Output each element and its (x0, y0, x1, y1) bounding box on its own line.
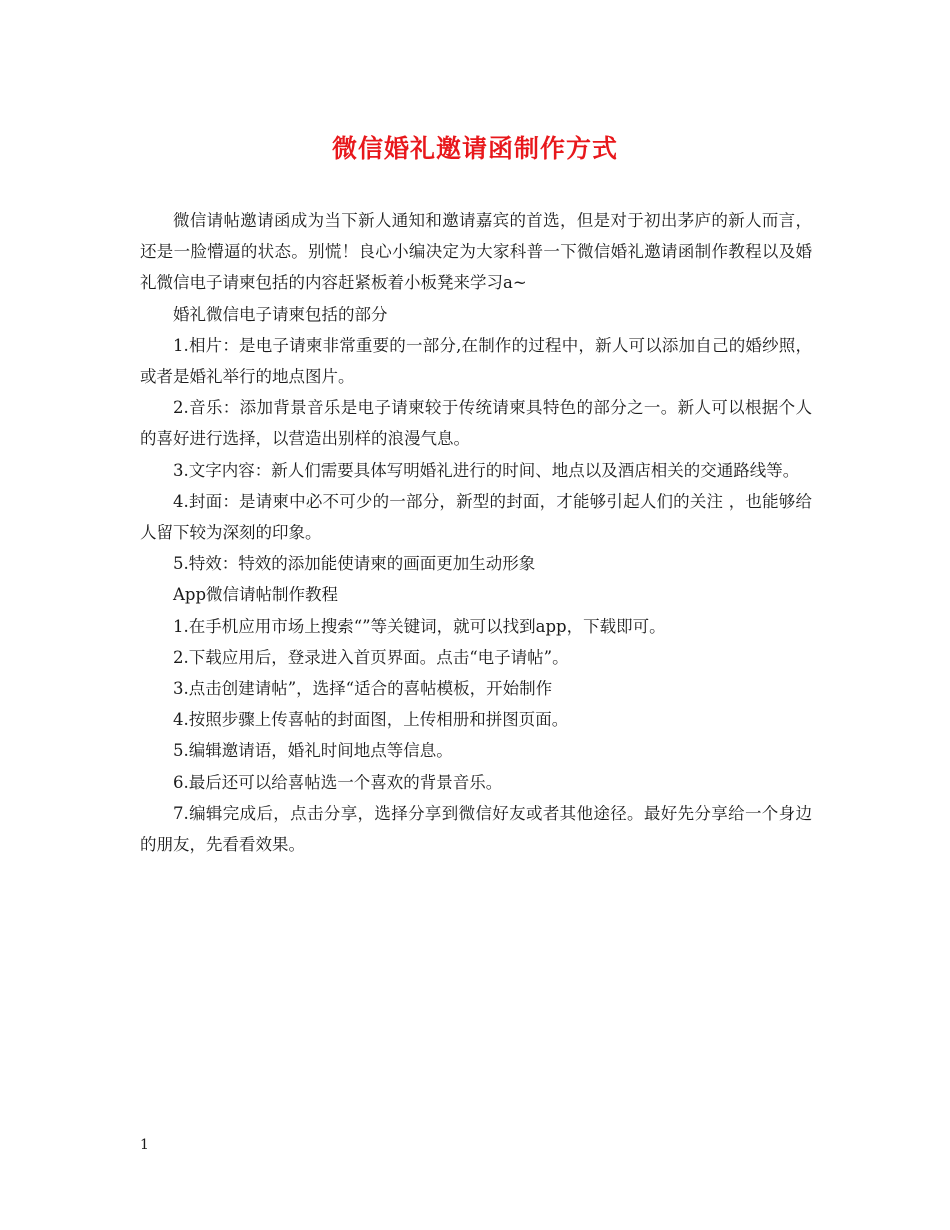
list-item-photos: 1.相片：是电子请柬非常重要的一部分,在制作的过程中，新人可以添加自己的婚纱照，或者是婚礼举行的地点图片。 (140, 335, 812, 387)
list-item-effects: 5.特效：特效的添加能使请柬的画面更加生动形象 (173, 554, 536, 574)
step-search-app: 1.在手机应用市场上搜索“”等关键词，就可以找到app，下载即可。 (173, 616, 666, 636)
section-heading-app-tutorial: App微信请帖制作教程 (173, 585, 339, 605)
document-title: 微信婚礼邀请函制作方式 (331, 134, 618, 163)
step-share: 7.编辑完成后，点击分享，选择分享到微信好友或者其他途径。最好先分享给一个身边的朋友，先看看效果。 (140, 803, 812, 855)
section-heading-invitation-parts: 婚礼微信电子请柬包括的部分 (173, 304, 388, 324)
list-item-text-content: 3.文字内容：新人们需要具体写明婚礼进行的时间、地点以及酒店相关的交通路线等。 (173, 460, 800, 480)
step-background-music: 6.最后还可以给喜帖选一个喜欢的背景音乐。 (173, 772, 503, 792)
page-number: 1 (140, 1137, 149, 1153)
step-create-invitation: 3.点击创建请帖”，选择“适合的喜帖模板，开始制作 (173, 679, 553, 699)
intro-paragraph: 微信请帖邀请函成为当下新人通知和邀请嘉宾的首选，但是对于初出茅庐的新人而言，还是一脸懵逼的状态。别慌！良心小编决定为大家科普一下微信婚礼邀请函制作教程以及婚礼微信电子请柬包括的内容赶紧板着小板凳来学习a~ (140, 211, 812, 293)
step-upload-cover: 4.按照步骤上传喜帖的封面图，上传相册和拼图页面。 (173, 710, 569, 730)
step-edit-wording: 5.编辑邀请语，婚礼时间地点等信息。 (173, 741, 453, 761)
list-item-cover: 4.封面：是请柬中必不可少的一部分，新型的封面，才能够引起人们的关注 ，也能够给人留下较为深刻的印象。 (140, 491, 812, 543)
list-item-music: 2.音乐：添加背景音乐是电子请柬较于传统请柬具特色的部分之一。新人可以根据个人的喜好进行选择，以营造出别样的浪漫气息。 (140, 398, 812, 449)
document-body (140, 205, 812, 860)
step-login: 2.下载应用后，登录进入首页界面。点击“电子请帖”。 (173, 647, 569, 667)
